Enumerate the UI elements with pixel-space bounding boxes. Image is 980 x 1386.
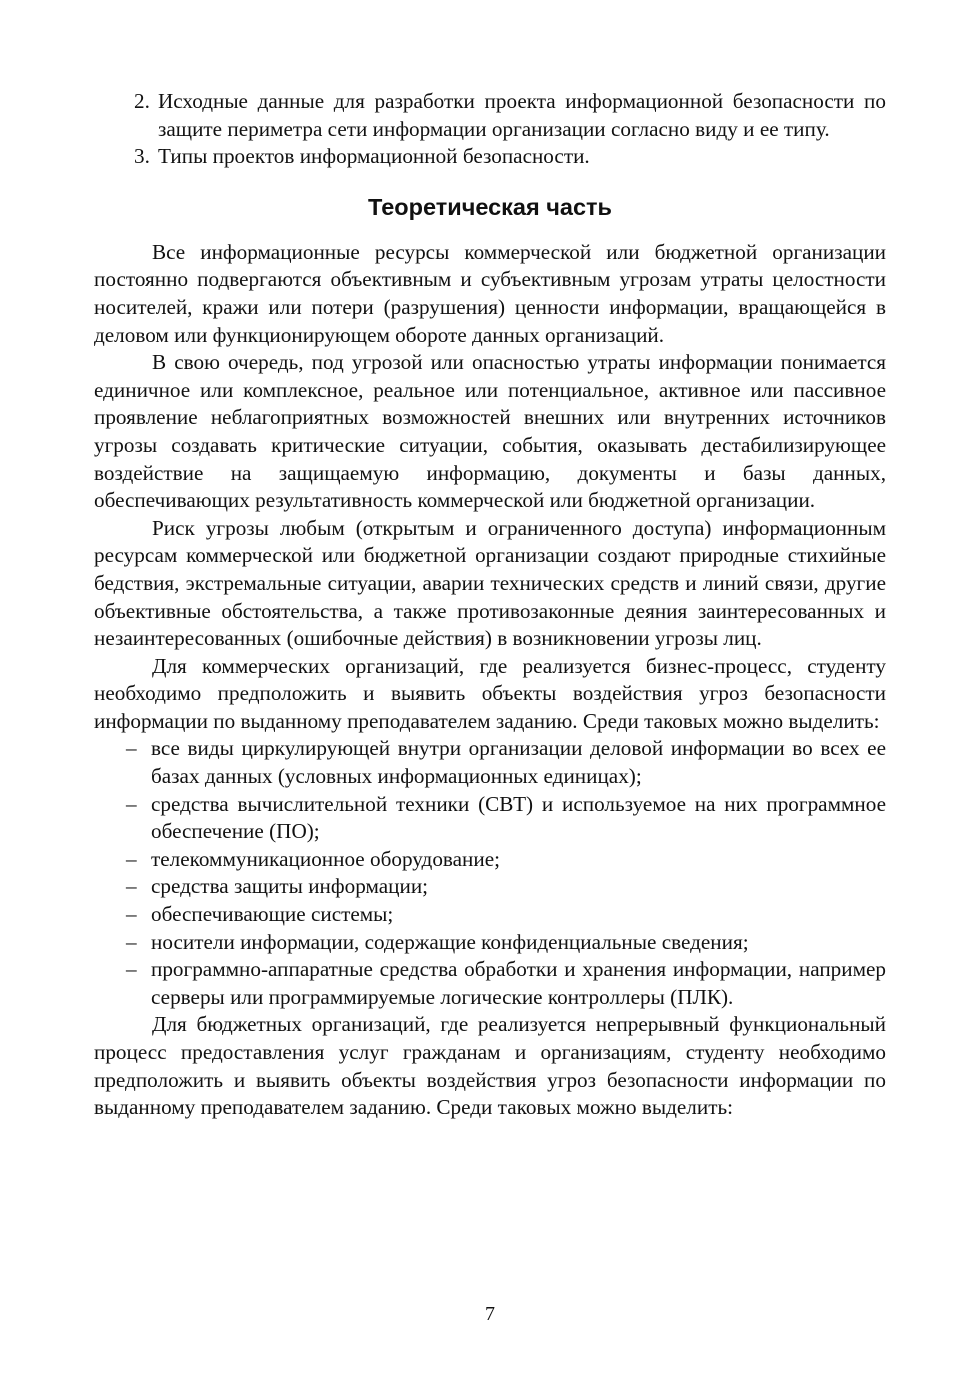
dash-list-item <box>94 873 886 901</box>
final-paragraph: Для бюджетных организаций, где реализуется непрерывный функциональный процесс предоставления услуг гражданам и организациям, студенту необходимо предположить и выявить объекты воздействия угроз безопасности информации по выданному преподавателем заданию. Среди таковых можно выделить: <box>94 1012 886 1120</box>
dash-item-text: телекоммуникационное оборудование; <box>151 846 501 871</box>
dash-marker: – <box>126 902 137 927</box>
item-number: 2. <box>134 89 150 113</box>
item-text: Исходные данные для разработки проекта информационной безопасности по защите периметра сети информации организации согласно виду и ее типу. <box>158 89 886 141</box>
paragraph: Риск угрозы любым (открытым и ограниченного доступа) информационным ресурсам коммерческой или бюджетной организации создают природные стихийные бедствия, экстремальные ситуации, аварии технических средств и линий связи, другие объективные обстоятельства, а также противозаконные деяния заинтересованных и незаинтересованных (ошибочные действия) в возникновении угрозы лиц. <box>94 515 886 651</box>
dash-list-item <box>94 735 886 790</box>
dash-marker: – <box>126 846 137 871</box>
dash-list-item <box>94 956 886 1011</box>
paragraph: Для коммерческих организаций, где реализуется бизнес-процесс, студенту необходимо предположить и выявить объекты воздействия угроз безопасности информации по выданному преподавателем заданию. Среди таковых можно выделить: <box>94 653 886 733</box>
paragraph: Все информационные ресурсы коммерческой или бюджетной организации постоянно подвергаются объективным и субъективным угрозам утраты целостности носителей, кражи или потери (разрушения) ценности информации, вращающейся в деловом или функционирующем обороте данных организаций. <box>94 239 886 347</box>
dash-item-text: средства вычислительной техники (СВТ) и используемое на них программное обеспечение (ПО); <box>151 791 886 844</box>
dash-list-item <box>94 929 886 957</box>
item-number: 3. <box>134 144 150 169</box>
numbered-item <box>94 88 886 143</box>
numbered-list <box>94 88 886 171</box>
paragraph: В свою очередь, под угрозой или опасностью утраты информации понимается единичное или комплексное, реальное или потенциальное, активное или пассивное проявление неблагоприятных возможностей внешних или внутренних источников угрозы создавать критические ситуации, события, оказывать дестабилизирующее воздействие на защищаемую информацию, документы и базы данных, обеспечивающих результативность коммерческой или бюджетной организации. <box>94 350 886 513</box>
dash-item-text: все виды циркулирующей внутри организации деловой информации во всех ее базах данных (условных информационных единицах); <box>151 736 886 789</box>
dash-list-item <box>94 846 886 874</box>
page-body <box>94 88 886 1122</box>
dash-list-item <box>94 901 886 929</box>
dash-item-text: средства защиты информации; <box>151 874 429 899</box>
dash-list <box>94 735 886 1011</box>
dash-item-text: программно-аппаратные средства обработки и хранения информации, например серверы или программируемые логические контроллеры (ПЛК). <box>151 957 886 1009</box>
item-text: Типы проектов информационной безопасности. <box>158 144 590 169</box>
dash-marker: – <box>126 929 137 954</box>
dash-item-text: носители информации, содержащие конфиденциальные сведения; <box>151 929 749 954</box>
dash-marker: – <box>126 791 137 816</box>
dash-list-item <box>94 791 886 846</box>
dash-marker: – <box>126 874 137 899</box>
dash-item-text: обеспечивающие системы; <box>151 902 394 927</box>
dash-marker: – <box>126 957 137 982</box>
page-number: 7 <box>485 1303 495 1325</box>
numbered-item <box>94 143 886 171</box>
section-title: Теоретическая часть <box>368 193 612 220</box>
dash-marker: – <box>126 736 137 761</box>
